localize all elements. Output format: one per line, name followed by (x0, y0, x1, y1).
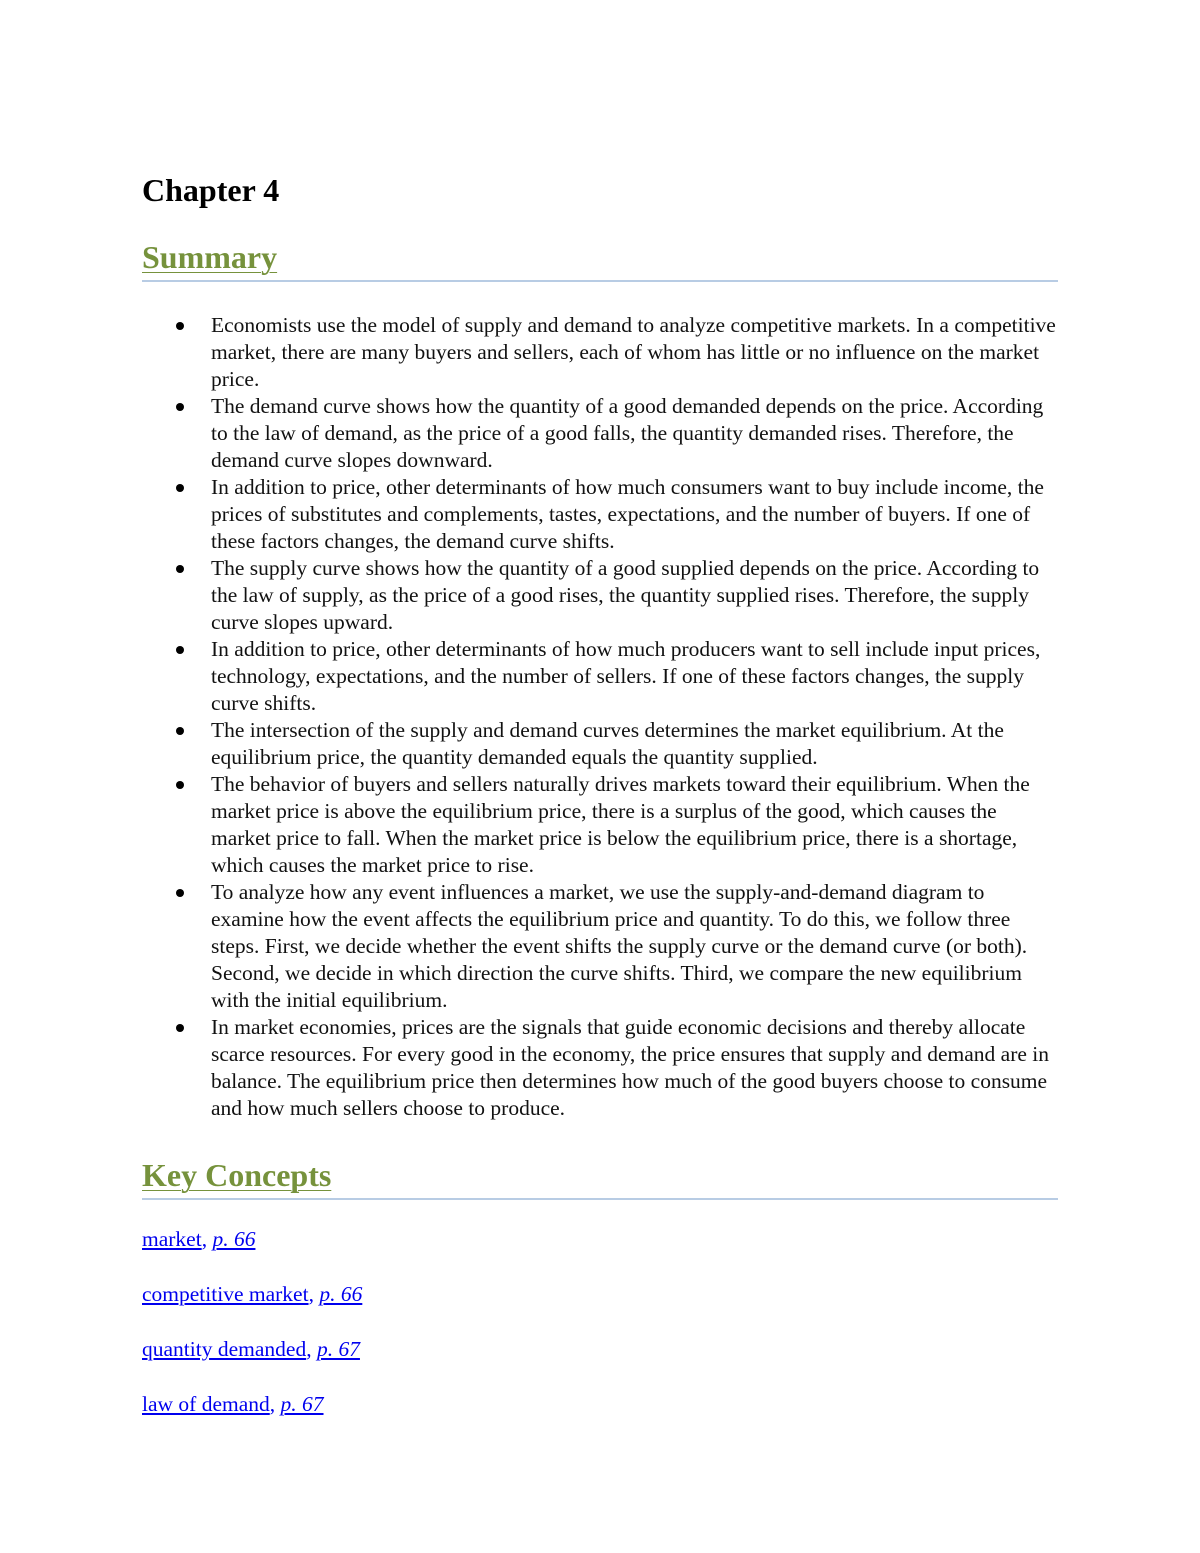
summary-heading: Summary (142, 239, 278, 275)
document-page (142, 168, 1060, 1418)
key-concept-item: law of demand, p. 67 (142, 1392, 324, 1416)
bullet-icon (176, 484, 184, 492)
summary-list (142, 312, 1060, 1122)
key-concept-link-law-of-demand[interactable]: law of demand (142, 1392, 270, 1416)
chapter-title: Chapter 4 (142, 172, 280, 208)
key-concept-item: market, p. 66 (142, 1227, 256, 1251)
summary-item (142, 636, 1060, 717)
bullet-icon (176, 727, 184, 735)
summary-item-text: In addition to price, other determinants of how much consumers want to buy include income, the prices of substitutes and complements, tastes, expectations, and the number of buyers. If one of these factors changes, the demand curve shifts. (211, 475, 1044, 553)
page-ref-link[interactable]: p. 67 (316, 1337, 360, 1361)
bullet-icon (176, 322, 184, 330)
summary-item (142, 555, 1060, 636)
summary-item (142, 717, 1060, 771)
page-ref-link[interactable]: p. 66 (319, 1282, 363, 1306)
summary-divider (142, 280, 1058, 282)
summary-item-text: In addition to price, other determinants of how much producers want to sell include input prices, technology, expectations, and the number of sellers. If one of these factors changes, the supply curve shifts. (211, 637, 1041, 715)
summary-item-text: In market economies, prices are the signals that guide economic decisions and thereby allocate scarce resources. For every good in the economy, the price ensures that supply and demand are in balance. The equilibrium price then determines how much of the good buyers choose to consume and how much sellers choose to produce. (211, 1015, 1050, 1120)
bullet-icon (176, 403, 184, 411)
key-concept-link-quantity-demanded[interactable]: quantity demanded (142, 1337, 307, 1361)
key-concept-item: competitive market, p. 66 (142, 1282, 363, 1306)
bullet-icon (176, 781, 184, 789)
page-ref-link[interactable]: p. 67 (280, 1392, 324, 1416)
summary-item (142, 1014, 1060, 1122)
key-concept-link-market[interactable]: market (142, 1227, 202, 1251)
summary-item-text: The intersection of the supply and demand curves determines the market equilibrium. At the equilibrium price, the quantity demanded equals the quantity supplied. (211, 718, 1004, 769)
key-concepts-heading: Key Concepts (142, 1157, 332, 1193)
key-concepts-divider (142, 1198, 1058, 1200)
summary-item-text: The demand curve shows how the quantity of a good demanded depends on the price. According to the law of demand, as the price of a good falls, the quantity demanded rises. Therefore, the demand curve slopes downward. (211, 394, 1044, 472)
page-ref-link[interactable]: p. 66 (212, 1227, 256, 1251)
summary-item-text: The behavior of buyers and sellers naturally drives markets toward their equilibrium. When the market price is above the equilibrium price, there is a surplus of the good, which causes the market price to fall. When the market price is below the equilibrium price, there is a shortage, which causes the market price to rise. (211, 772, 1030, 877)
summary-item (142, 879, 1060, 1014)
bullet-icon (176, 646, 184, 654)
summary-item (142, 771, 1060, 879)
summary-item (142, 474, 1060, 555)
summary-item-text: Economists use the model of supply and demand to analyze competitive markets. In a competitive market, there are many buyers and sellers, each of whom has little or no influence on the market price. (211, 313, 1056, 391)
summary-item (142, 393, 1060, 474)
key-concept-item: quantity demanded, p. 67 (142, 1337, 360, 1361)
summary-item (142, 312, 1060, 393)
bullet-icon (176, 889, 184, 897)
key-concept-link-competitive-market[interactable]: competitive market (142, 1282, 309, 1306)
bullet-icon (176, 1024, 184, 1032)
bullet-icon (176, 565, 184, 573)
summary-item-text: To analyze how any event influences a market, we use the supply-and-demand diagram to examine how the event affects the equilibrium price and quantity. To do this, we follow three steps. First, we decide whether the event shifts the supply curve or the demand curve (or both). Second, we decide in which direction the curve shifts. Third, we compare the new equilibrium with the initial equilibrium. (211, 880, 1028, 1012)
summary-item-text: The supply curve shows how the quantity of a good supplied depends on the price. According to the law of supply, as the price of a good rises, the quantity supplied rises. Therefore, the supply curve slopes upward. (211, 556, 1040, 634)
